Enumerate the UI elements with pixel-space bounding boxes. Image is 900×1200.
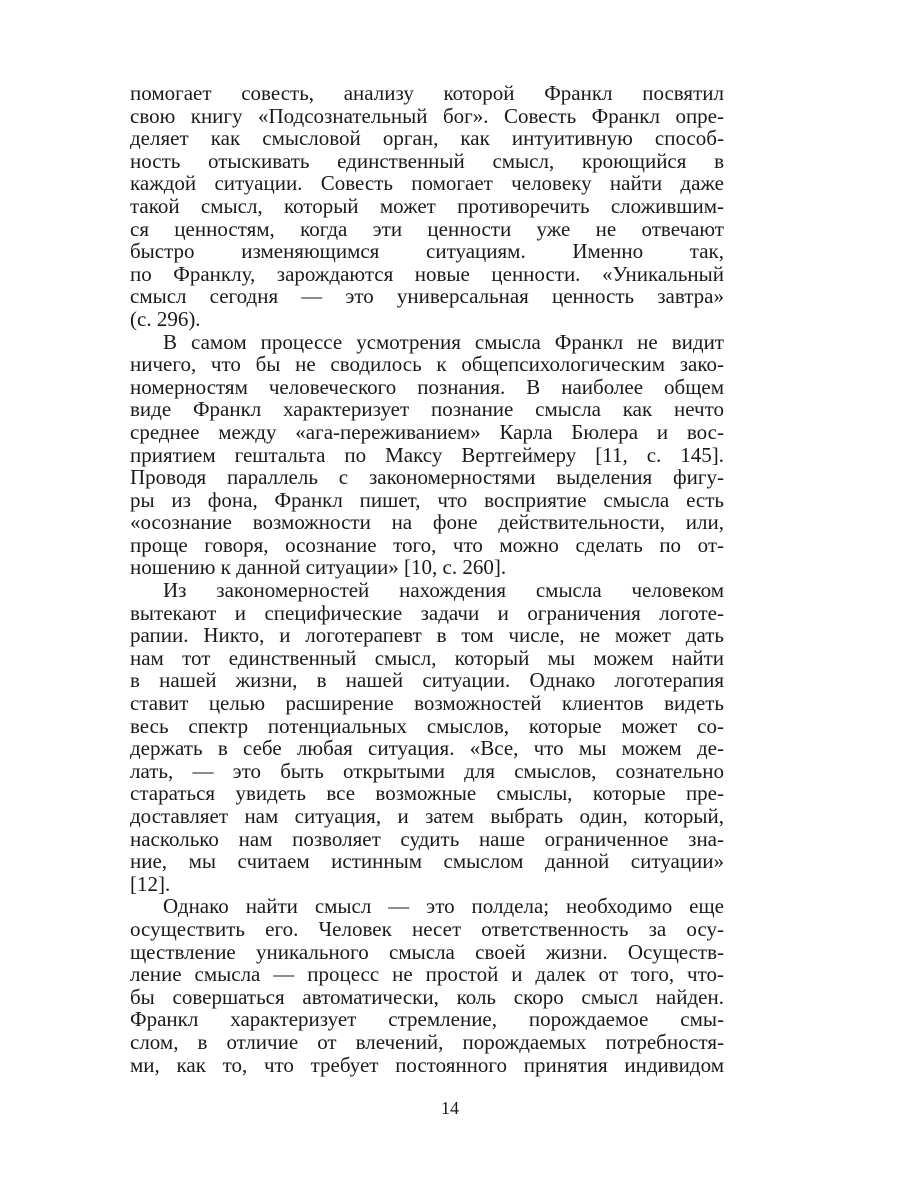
text-line: Франкл характеризует стремление, порождаемое смы- [130,1007,724,1032]
text-line: ность отыскивать единственный смысл, кроющийся в [130,148,724,173]
text-line: деляет как смысловой орган, как интуитивную способ- [130,126,724,151]
text-line: ничего, что бы не сводилось к общепсихологическим зако- [130,352,724,377]
text-line: свою книгу «Подсознательный бог». Совесть Франкл опре- [130,103,724,128]
text-line: ми, как то, что требует постоянного принятия индивидом [130,1052,724,1077]
text-line: ставит целью расширение возможностей клиентов видеть [130,691,724,716]
text-line: «осознание возможности на фоне действительности, или, [130,510,724,535]
text-line: быстро изменяющимся ситуациям. Именно так, [130,239,724,264]
text-line: ление смысла — процесс не простой и далек от того, что- [130,962,724,987]
text-line: приятием гештальта по Максу Вертгеймеру [11, с. 145]. [130,442,724,467]
text-line: лать, — это быть открытыми для смыслов, сознательно [130,758,724,783]
text-line: насколько нам позволяет судить наше ограниченное зна- [130,826,724,851]
text-line: такой смысл, который может противоречить сложившим- [130,193,724,218]
body-text [130,82,724,1076]
text-line: среднее между «ага-переживанием» Карла Бюлера и вос- [130,419,724,444]
text-line: держать в себе любая ситуация. «Все, что мы можем де- [130,736,724,761]
text-line: виде Франкл характеризует познание смысла как нечто [130,397,724,422]
text-line: ние, мы считаем истинным смыслом данной ситуации» [130,849,724,874]
text-line: номерностям человеческого познания. В наиболее общем [130,374,724,399]
text-line: доставляет нам ситуация, и затем выбрать один, который, [130,804,724,828]
paragraph-first-line: В самом процессе усмотрения смысла Франкл не видит [163,329,724,354]
text-line: каждой ситуации. Совесть помогает человеку найти даже [130,171,724,196]
text-line: смысл сегодня — это универсальная ценность завтра» [130,284,724,309]
text-line: проще говоря, осознание того, что можно сделать по от- [130,532,724,557]
text-line: нам тот единственный смысл, который мы можем найти [130,645,724,670]
text-line: весь спектр потенциальных смыслов, которые может со- [130,713,724,738]
text-line: в нашей жизни, в нашей ситуации. Однако логотерапия [130,668,724,693]
text-line: рапии. Никто, и логотерапевт в том числе, не может дать [130,623,724,648]
text-line: бы совершаться автоматически, коль скоро смысл найден. [130,984,724,1009]
text-line: ры из фона, Франкл пишет, что восприятие смысла есть [130,487,724,512]
paragraph-first-line: Однако найти смысл — это полдела; необходимо еще [163,894,724,919]
text-line: [12]. [130,871,171,896]
page-number: 14 [441,1098,459,1118]
text-line: осуществить его. Человек несет ответственность за осу- [130,916,724,941]
text-line: вытекают и специфические задачи и ограничения логоте- [130,600,724,625]
text-line: слом, в отличие от влечений, порождаемых потребностя- [130,1029,724,1054]
text-line: ся ценностям, когда эти ценности уже не отвечают [130,216,724,241]
text-line: ношению к данной ситуации» [10, с. 260]. [130,555,507,580]
text-line: помогает совесть, анализу которой Франкл посвятил [130,81,724,105]
paragraph-first-line: Из закономерностей нахождения смысла человеком [163,578,724,603]
text-line: по Франклу, зарождаются новые ценности. «Уникальный [130,261,724,286]
text-line: Проводя параллель с закономерностями выделения фигу- [130,465,724,490]
text-line: (с. 296). [130,306,201,331]
text-line: ществление уникального смысла своей жизни. Осуществ- [130,939,724,964]
text-line: стараться увидеть все возможные смыслы, которые пре- [130,781,724,806]
